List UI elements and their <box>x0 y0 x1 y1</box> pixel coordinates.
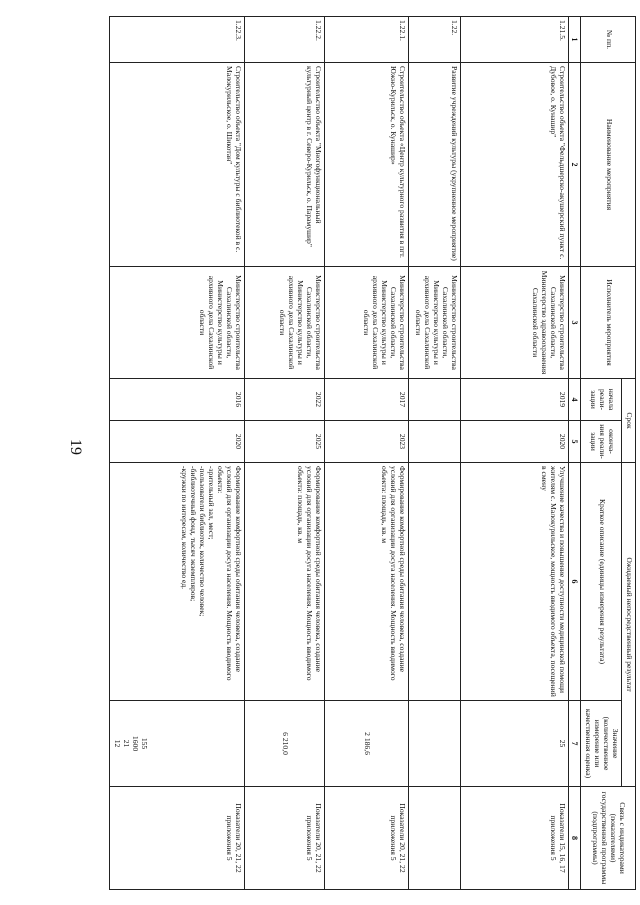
row-end: 2023 <box>324 421 408 463</box>
header-value: Значение (количественное измерение или качественная оценка) <box>581 701 622 787</box>
row-name: Строительство объекта "Фельдшерско-акушерский пункт с. Дубовое, о. Кунашир" <box>460 63 568 267</box>
row-value-line: 21 <box>121 739 131 748</box>
row-value: 2 186,6 <box>324 701 408 787</box>
row-number: 1.22. <box>408 17 460 63</box>
header-end: оконча-ния реали-зации <box>581 421 622 463</box>
row-executor: Министерство строительства Сахалинской области, Министерство культуры и архивного дела Сахалинской области <box>109 267 244 379</box>
row-description <box>109 463 244 701</box>
row-start <box>408 379 460 421</box>
column-number: 4 <box>568 379 580 421</box>
row-start: 2016 <box>109 379 244 421</box>
row-end <box>408 421 460 463</box>
row-description-line: -зрительный зал, мест; <box>206 466 216 540</box>
row-number: 1.22.2. <box>244 17 324 63</box>
row-description-text: Формирование комфортной среды обитания человека, создание условий для организации досуга населения. Мощность вводимого объекта: площадь, кв. м <box>295 466 323 681</box>
row-number: 1.21.5. <box>460 17 568 63</box>
row-end: 2020 <box>109 421 244 463</box>
row-description <box>244 463 324 701</box>
row-name: Строительство объекта "Дом культуры с библиотекой в с. Малокурильское, о. Шикотан" <box>109 63 244 267</box>
row-end: 2025 <box>244 421 324 463</box>
row-indicator-link: Показатели 15, 16, 17 приложения 5 <box>460 787 568 890</box>
row-number: 1.22.3. <box>109 17 244 63</box>
header-expected-result: Ожидаемый непосредственный результат <box>622 463 636 787</box>
row-start: 2019 <box>460 379 568 421</box>
column-number: 7 <box>568 701 580 787</box>
row-description-line: -библиотечный фонд, тысяч экземпляров; <box>189 466 199 602</box>
row-number: 1.22.1. <box>324 17 408 63</box>
table-row <box>109 17 244 890</box>
row-description-text: Улучшение качества и повышение доступности медицинской помощи жителям с. Малокурильское, мощность вводимого объекта, посещений в смену <box>539 466 567 697</box>
row-description-line: -пользователи библиотек, количество человек; <box>197 466 207 617</box>
column-number: 3 <box>568 267 580 379</box>
row-value-line: 1600 <box>130 735 140 752</box>
row-description <box>324 463 408 701</box>
row-executor: Министерство строительства Сахалинской области, Министерство культуры и архивного дела Сахалинской области <box>408 267 460 379</box>
row-description <box>408 463 460 701</box>
row-start: 2017 <box>324 379 408 421</box>
header-short-description: Краткое описание (единицы измерения результата) <box>581 463 622 701</box>
column-number-row <box>568 17 580 890</box>
row-executor: Министерство строительства Сахалинской области, Министерство здравоохранения Сахалинской области <box>460 267 568 379</box>
row-indicator-link <box>408 787 460 890</box>
row-end: 2020 <box>460 421 568 463</box>
row-name: Строительство объекта "Многофункциональный культурный центр в г. Северо-Курильск, о. Парамушир" <box>244 63 324 267</box>
header-indicator-link: Связь с индикаторами (показателями) государственной программы (подпрограммы) <box>581 787 636 890</box>
row-value <box>408 701 460 787</box>
column-number: 8 <box>568 787 580 890</box>
table-row <box>408 17 460 890</box>
row-indicator-link: Показатели 20, 21, 22 приложения 5 <box>244 787 324 890</box>
row-name: Развитие учреждений культуры (укрупненное мероприятие) <box>408 63 460 267</box>
row-indicator-link: Показатели 20, 21, 22 приложения 5 <box>109 787 244 890</box>
rotated-table-wrapper <box>98 16 636 889</box>
row-executor: Министерство строительства Сахалинской области, Министерство культуры и архивного дела Сахалинской области <box>244 267 324 379</box>
row-value <box>109 701 244 787</box>
table-body <box>109 17 568 890</box>
header-executor: Исполнитель мероприятия <box>581 267 636 379</box>
row-description-text: Формирование комфортной среды обитания человека, создание условий для организации досуга населения. Мощность вводимого объекта: площадь, кв. м <box>379 466 407 681</box>
column-number: 2 <box>568 63 580 267</box>
table-row <box>460 17 568 890</box>
row-description <box>460 463 568 701</box>
row-value-line: 155 <box>139 737 149 750</box>
activities-table <box>109 16 636 890</box>
row-description-text: Формирование комфортной среды обитания человека, создание условий для организации досуга населения. Мощность вводимого объекта: <box>215 466 243 681</box>
header-term: Срок <box>622 379 636 463</box>
header-number: № пп. <box>581 17 636 63</box>
row-value: 6 210,0 <box>244 701 324 787</box>
column-number: 1 <box>568 17 580 63</box>
header-start: начала реали-зации <box>581 379 622 421</box>
table-row <box>244 17 324 890</box>
row-name: Строительство объекта «Центр культурного развития в пгт. Южно-Курильск, о. Кунашир» <box>324 63 408 267</box>
column-number: 6 <box>568 463 580 701</box>
row-start: 2022 <box>244 379 324 421</box>
row-executor: Министерство строительства Сахалинской области, Министерство культуры и архивного дела Сахалинской области <box>324 267 408 379</box>
row-description-line: -кружки по интересам, количество ед. <box>180 466 190 590</box>
row-value: 25 <box>460 701 568 787</box>
column-number: 5 <box>568 421 580 463</box>
header-name: Наименование мероприятия <box>581 63 636 267</box>
page-number: 19 <box>67 439 84 455</box>
table-row <box>324 17 408 890</box>
row-value-line: 12 <box>112 739 122 748</box>
row-indicator-link: Показатели 20, 21, 22 приложения 5 <box>324 787 408 890</box>
